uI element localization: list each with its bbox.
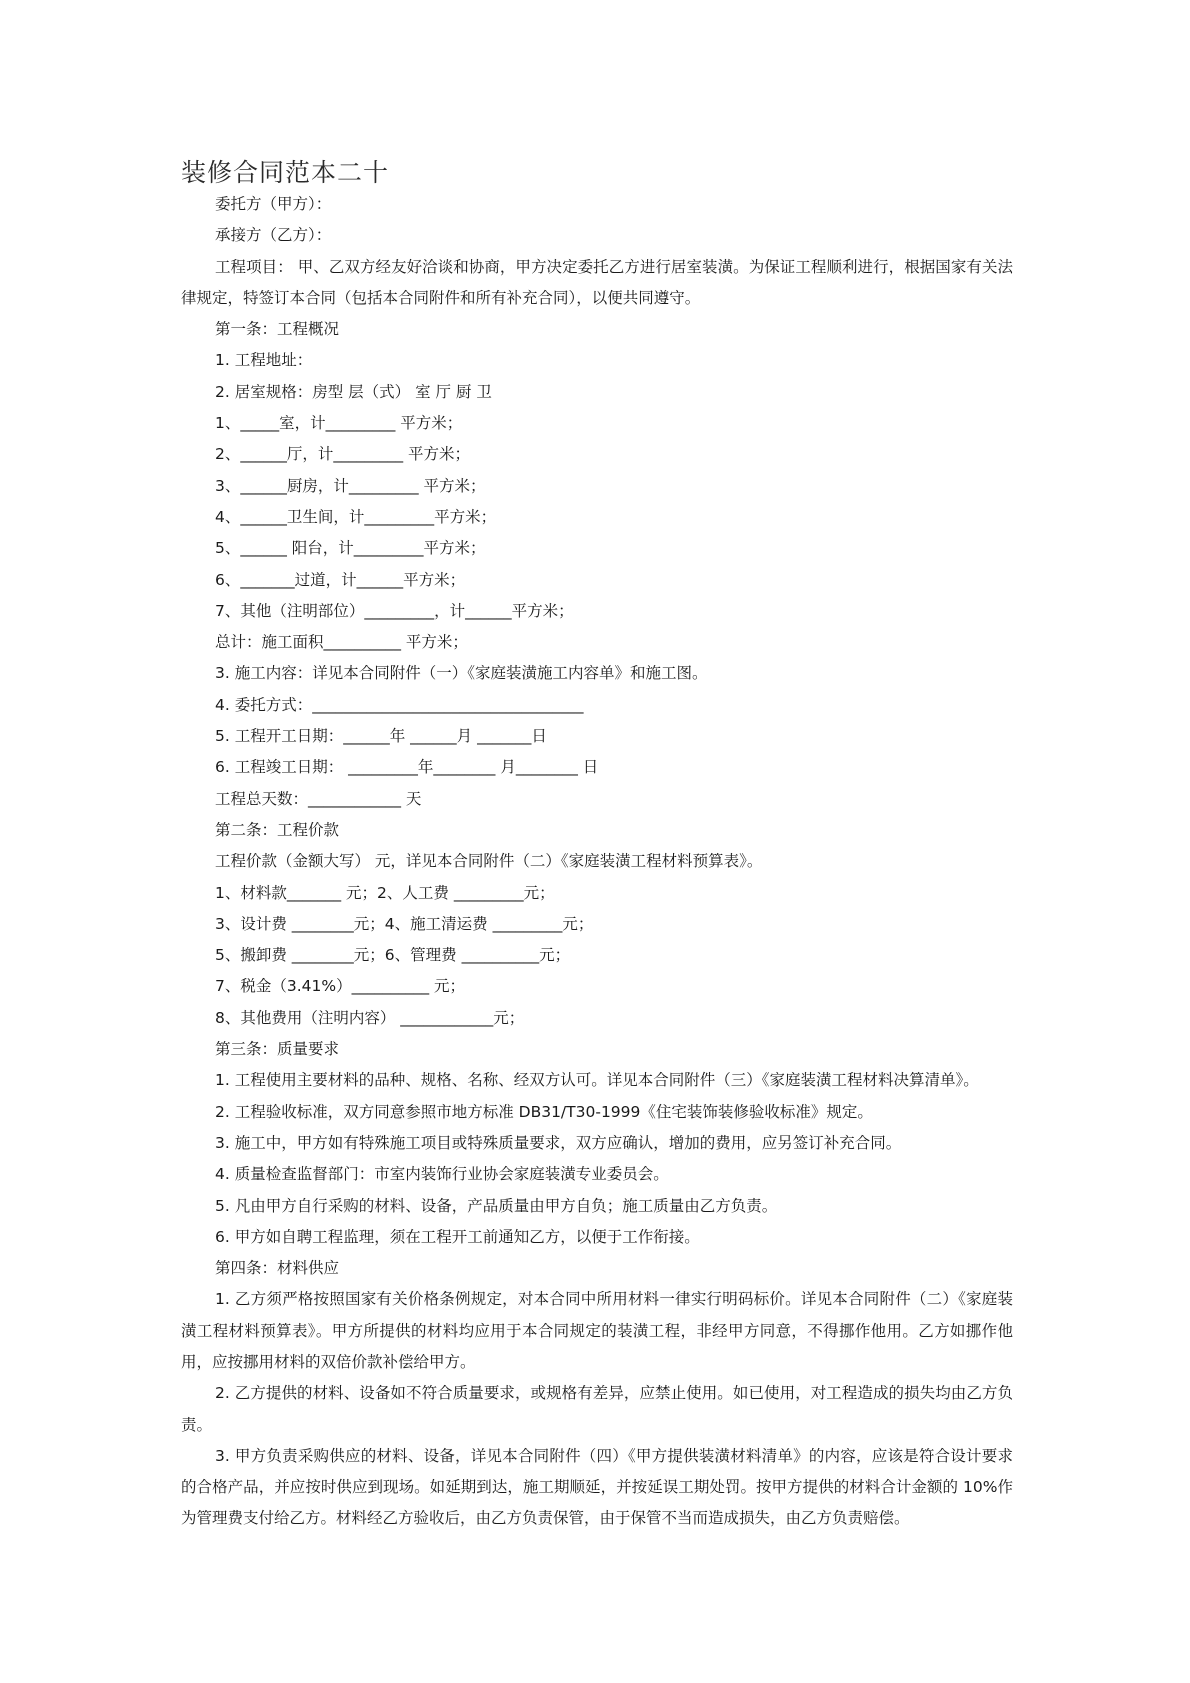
paragraph-supply-2: 2. 乙方提供的材料、设备如不符合质量要求，或规格有差异，应禁止使用。如已使用，对工程造成的损失均由乙方负责。 (181, 1384, 1013, 1434)
paragraph-room-6: 6、_______过道，计______平方米； (215, 570, 466, 589)
paragraph-quality-4: 4. 质量检查监督部门：市室内装饰行业协会家庭装潢专业委员会。 (215, 1165, 669, 1184)
paragraph-supply-3: 3. 甲方负责采购供应的材料、设备，详见本合同附件（四）《甲方提供装潢材料清单》的内容，应该是符合设计要求的合格产品，并应按时供应到现场。如延期到达，施工期顺延，并按延误工期处罚。按甲方提供的材料合计金额的 10%作为管理费支付给乙方。材料经乙方验收后，由乙方负责保管，由于保管不当而造成损失，由乙方负责赔偿。 (181, 1446, 1013, 1528)
paragraph-price: 工程价款（金额大写） 元，详见本合同附件（二）《家庭装潢工程材料预算表》。 (215, 852, 763, 871)
paragraph-fee-2: 3、设计费 ________元；4、施工清运费 _________元； (215, 914, 594, 933)
paragraph-quality-3: 3. 施工中，甲方如有特殊施工项目或特殊质量要求，双方应确认，增加的费用，应另签订补充合同。 (215, 1133, 902, 1152)
paragraph-room-2: 2、______厅，计_________ 平方米； (215, 445, 471, 464)
paragraph-room-4: 4、______卫生间，计_________平方米； (215, 507, 497, 526)
paragraph-room-1: 1、_____室，计_________ 平方米； (215, 414, 463, 433)
heading-article-3: 第三条：质量要求 (215, 1040, 340, 1059)
paragraph-fee-3: 5、搬卸费 ________元；6、管理费 __________元； (215, 946, 571, 965)
heading-article-2: 第二条：工程价款 (215, 820, 340, 839)
paragraph-quality-1: 1. 工程使用主要材料的品种、规格、名称、经双方认可。详见本合同附件（三）《家庭装潢工程材料决算清单》。 (215, 1071, 979, 1090)
paragraph-quality-6: 6. 甲方如自聘工程监理，须在工程开工前通知乙方，以便于工作衔接。 (215, 1227, 700, 1246)
paragraph-room-5: 5、______ 阳台，计_________平方米； (215, 539, 486, 558)
paragraph-end-date: 6. 工程竣工日期： _________年________ 月________ 日 (215, 758, 599, 777)
paragraph-fee-4: 7、税金（3.41%）__________ 元； (215, 977, 466, 996)
paragraph-party-a: 委托方（甲方）： (215, 195, 332, 213)
paragraph-project: 工程项目： 甲、乙双方经友好洽谈和协商，甲方决定委托乙方进行居室装潢。为保证工程顺利进行，根据国家有关法律规定，特签订本合同（包括本合同附件和所有补充合同），以便共同遵守。 (181, 257, 1013, 307)
paragraph-party-b: 承接方（乙方）： (215, 226, 332, 245)
paragraph-room-7: 7、其他（注明部位）_________，计______平方米； (215, 601, 574, 620)
heading-article-1: 第一条：工程概况 (215, 320, 340, 339)
paragraph-fee-1: 1、材料款_______ 元；2、人工费 _________元； (215, 883, 555, 902)
paragraph-method: 4. 委托方式：___________________________________ (215, 695, 584, 714)
paragraph-content: 3. 施工内容：详见本合同附件（一）《家庭装潢施工内容单》和施工图。 (215, 664, 708, 683)
heading-article-4: 第四条：材料供应 (215, 1259, 340, 1278)
paragraph-total-days: 工程总天数：____________ 天 (215, 789, 422, 808)
paragraph-quality-2: 2. 工程验收标准，双方同意参照市地方标准 DB31/T30-1999《住宅装饰装修验收标准》规定。 (215, 1102, 873, 1121)
document-body (181, 189, 1013, 1535)
paragraph-fee-5: 8、其他费用（注明内容） ____________元； (215, 1008, 525, 1027)
document-title: 装修合同范本二十 (181, 158, 390, 187)
paragraph-quality-5: 5. 凡由甲方自行采购的材料、设备，产品质量由甲方自负；施工质量由乙方负责。 (215, 1196, 778, 1215)
paragraph-address: 1. 工程地址： (215, 351, 313, 370)
paragraph-total-area: 总计：施工面积__________ 平方米； (215, 633, 468, 652)
paragraph-start-date: 5. 工程开工日期：______年 ______月 _______日 (215, 727, 547, 746)
paragraph-room-3: 3、______厨房，计_________ 平方米； (215, 476, 486, 495)
paragraph-room-spec: 2. 居室规格：房型 层（式） 室 厅 厨 卫 (215, 382, 492, 401)
paragraph-supply-1: 1. 乙方须严格按照国家有关价格条例规定，对本合同中所用材料一律实行明码标价。详见本合同附件（二）《家庭装潢工程材料预算表》。甲方所提供的材料均应用于本合同规定的装潢工程，非经甲方同意，不得挪作他用。乙方如挪作他用，应按挪用材料的双倍价款补偿给甲方。 (181, 1290, 1013, 1371)
